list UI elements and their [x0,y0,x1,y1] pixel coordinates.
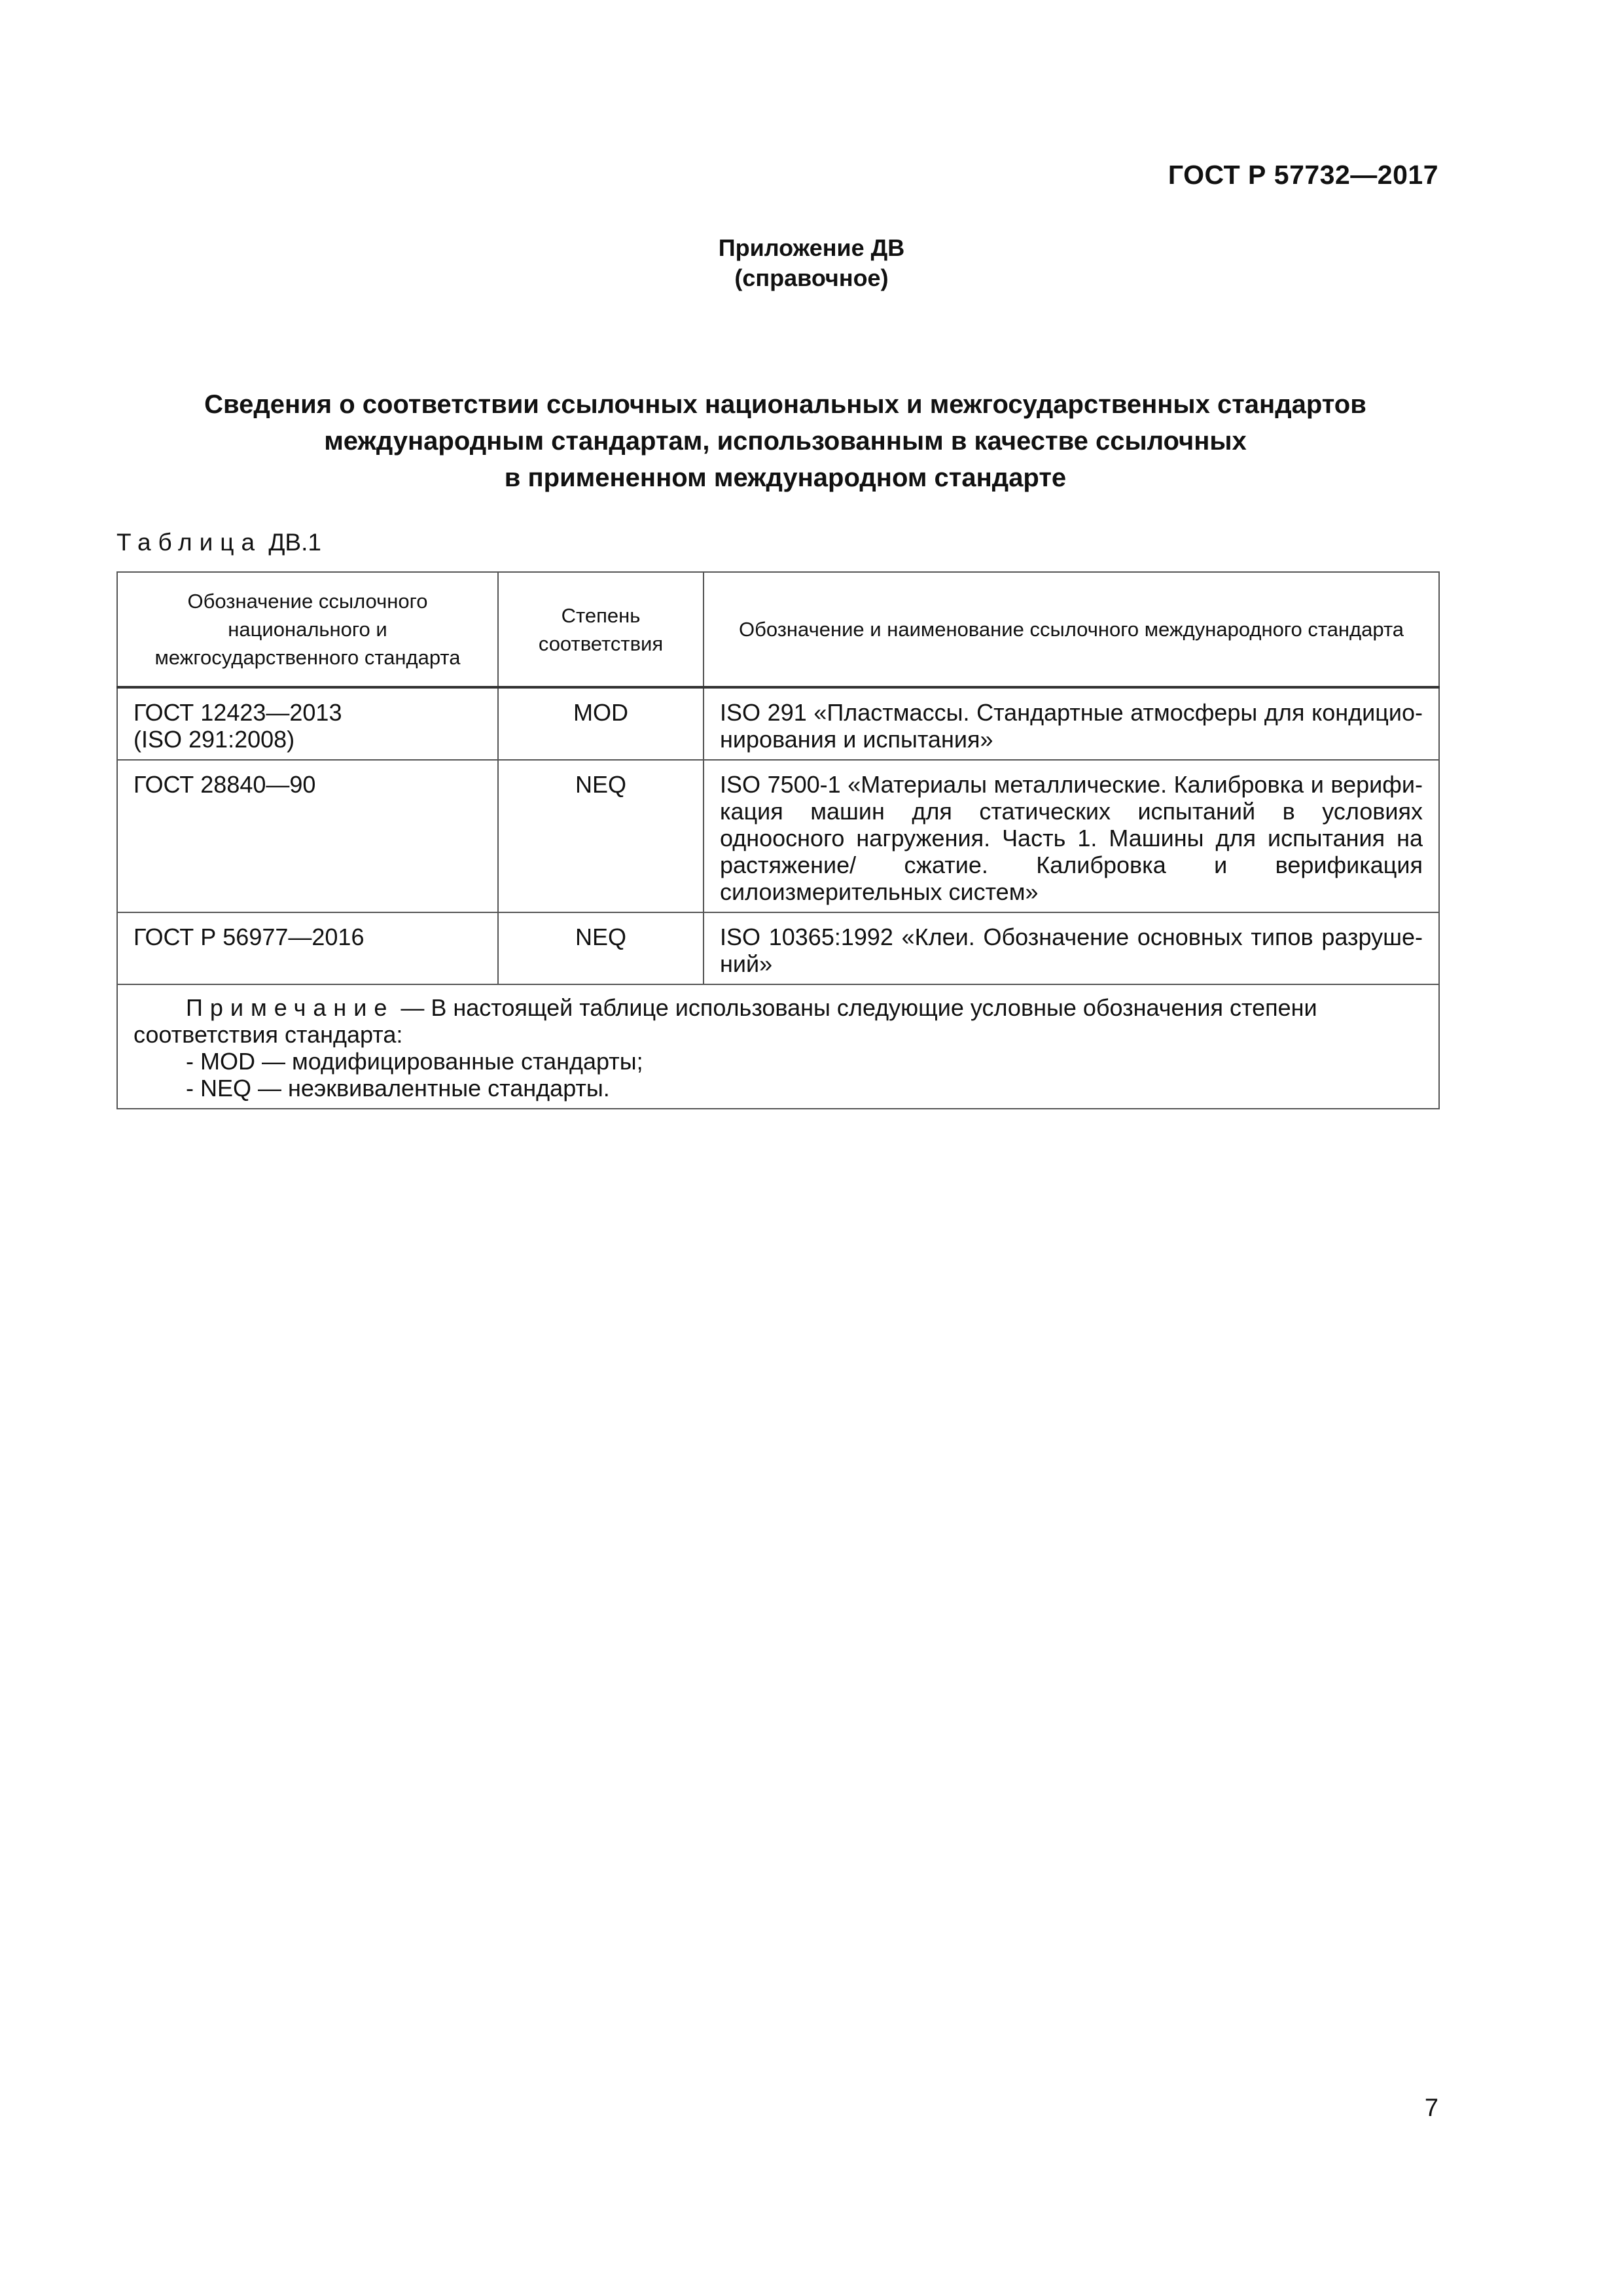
cell-international-standard: ISO 291 «Пластмассы. Стандартные атмосферы для кондицио-нирования и испытания» [704,687,1439,760]
note-paragraph [134,994,1423,1048]
cell-national-standard [117,912,498,984]
cell-degree: NEQ [498,760,704,912]
cell-international-standard: ISO 10365:1992 «Клеи. Обозначение основных типов разруше-ний» [704,912,1439,984]
header-national-standard: Обозначение ссылочного национального и межгосударственного стандарта [117,572,498,687]
national-standard-code: ГОСТ 12423—2013 [134,699,342,726]
appendix-title: Приложение ДВ [718,234,905,261]
table-note-row [117,984,1439,1109]
national-standard-code: ГОСТ Р 56977—2016 [134,924,365,950]
table-caption [116,529,321,556]
section-title-line: международным стандартам, использованным в качестве ссылочных [324,427,1247,456]
table-note [117,984,1439,1109]
table-header-row [117,572,1439,687]
note-label: Примечание [186,994,395,1021]
table-caption-id: ДВ.1 [268,529,321,556]
standards-table [116,571,1440,1109]
section-title-line: Сведения о соответствии ссылочных национальных и межгосударственных стандартов [204,390,1366,419]
table-row [117,912,1439,984]
cell-degree: MOD [498,687,704,760]
header-international-standard: Обозначение и наименование ссылочного международного стандарта [704,572,1439,687]
section-title-line: в примененном международном стандарте [504,463,1067,492]
note-text: — В настоящей таблице использованы следующие условные обозначения степени соответствия стандарта: [134,994,1317,1048]
cell-degree: NEQ [498,912,704,984]
cell-national-standard [117,687,498,760]
header-degree: Степень соответствия [498,572,704,687]
table-row [117,760,1439,912]
table-row [117,687,1439,760]
cell-international-standard: ISO 7500-1 «Материалы металлические. Калибровка и верифи-кация машин для статических испытаний в условиях одноосного нагружения. Часть 1. Машины для испытания на растяжение/ сжатие. Калибровка и верификация силоизмерительных систем» [704,760,1439,912]
page-number: 7 [1424,2094,1438,2122]
national-standard-equivalent: (ISO 291:2008) [134,726,295,753]
document-code: ГОСТ Р 57732—2017 [1168,160,1438,190]
cell-national-standard [117,760,498,912]
note-item-mod: - MOD — модифицированные стандарты; [186,1048,643,1075]
table-caption-word: Таблица [116,529,262,556]
appendix-type: (справочное) [734,264,889,291]
note-item-neq: - NEQ — неэквивалентные стандарты. [186,1075,610,1102]
section-title [131,386,1440,496]
national-standard-code: ГОСТ 28840—90 [134,771,316,798]
